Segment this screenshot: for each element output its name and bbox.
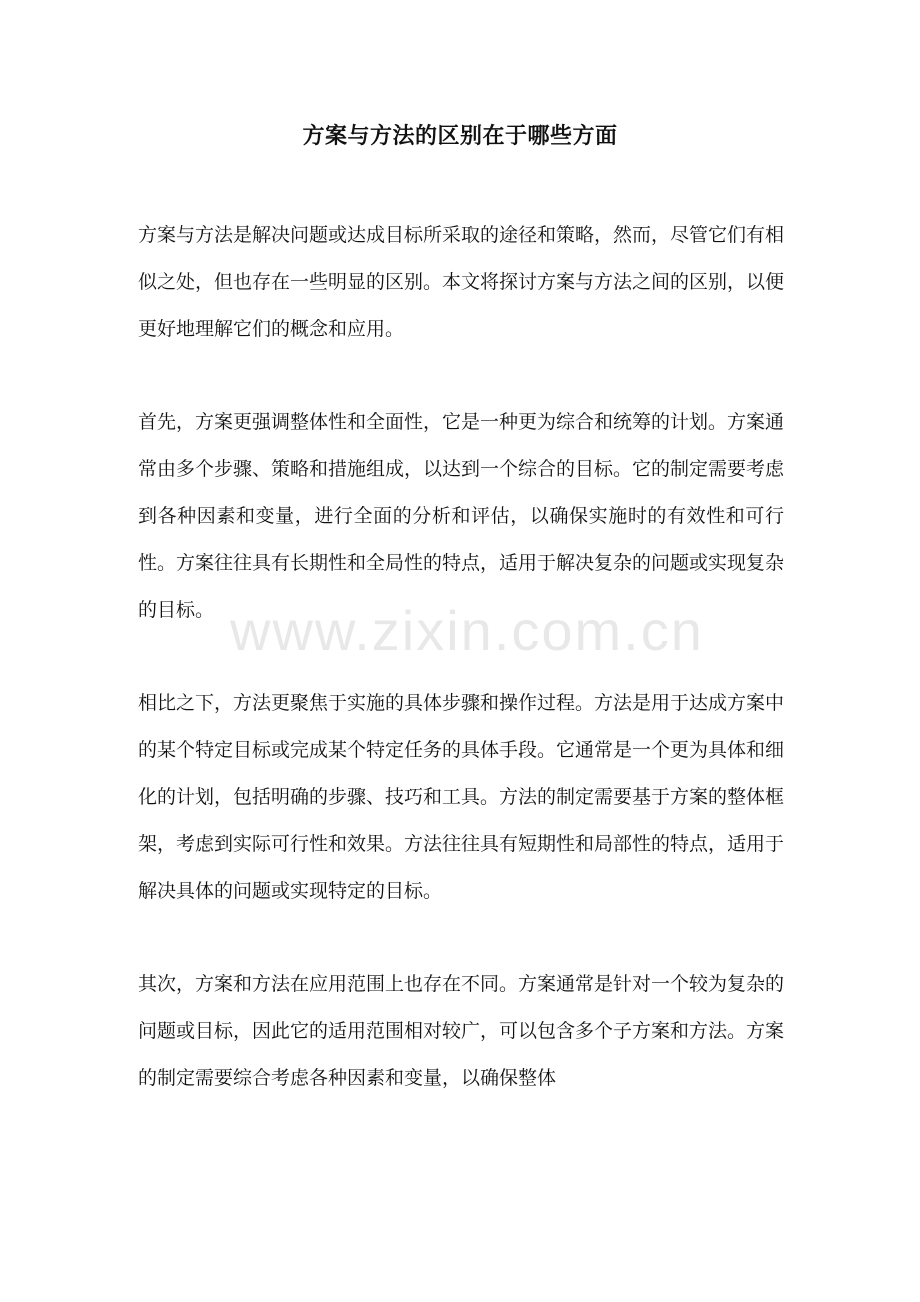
paragraph-2: 首先，方案更强调整体性和全面性，它是一种更为综合和统筹的计划。方案通常由多个步骤、策略和措施组成，以达到一个综合的目标。它的制定需要考虑到各种因素和变量，进行全面的分析和评估，以确保实施时的有效性和可行性。方案往往具有长期性和全局性的特点，适用于解决复杂的问题或实现复杂的目标。 <box>138 411 785 621</box>
document-body <box>138 212 784 1148</box>
document-title: 方案与方法的区别在于哪些方面 <box>302 123 618 149</box>
paragraph-3: 相比之下，方法更聚焦于实施的具体步骤和操作过程。方法是用于达成方案中的某个特定目标或完成某个特定任务的具体手段。它通常是一个更为具体和细化的计划，包括明确的步骤、技巧和工具。方法的制定需要基于方案的整体框架，考虑到实际可行性和效果。方法往往具有短期性和局部性的特点，适用于解决具体的问题或实现特定的目标。 <box>138 692 785 902</box>
paragraph-1: 方案与方法是解决问题或达成目标所采取的途径和策略，然而，尽管它们有相似之处，但也存在一些明显的区别。本文将探讨方案与方法之间的区别，以便更好地理解它们的概念和应用。 <box>138 224 785 340</box>
paragraph-4: 其次，方案和方法在应用范围上也存在不同。方案通常是针对一个较为复杂的问题或目标，因此它的适用范围相对较广，可以包含多个子方案和方法。方案的制定需要综合考虑各种因素和变量，以确保整体 <box>138 973 785 1089</box>
watermark: www.zixin.com.cn <box>230 599 704 662</box>
